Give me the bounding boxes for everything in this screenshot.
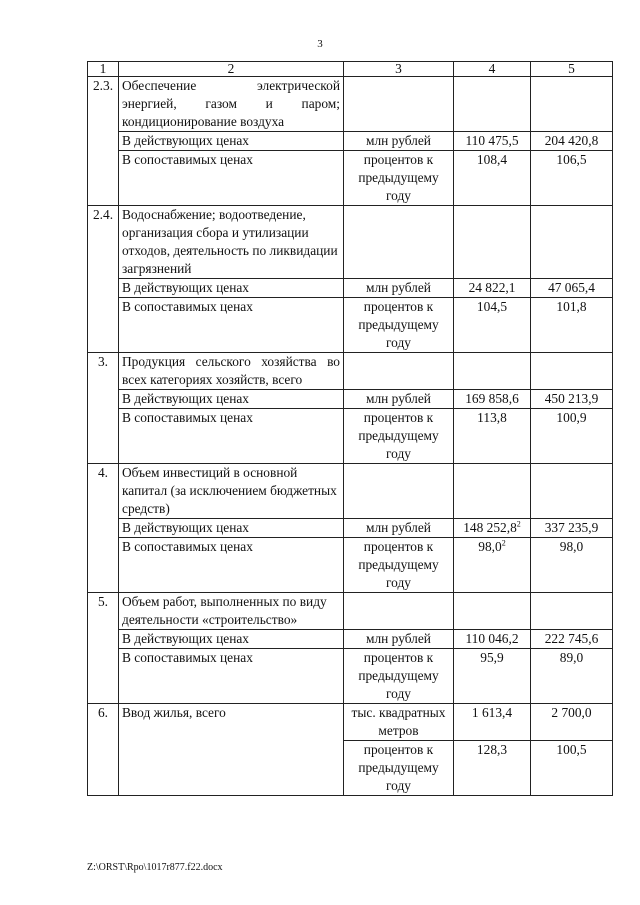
value-col-5 — [531, 741, 613, 796]
value-col-5 — [531, 630, 613, 649]
value-col-4 — [454, 279, 531, 298]
empty-cell — [454, 206, 531, 279]
column-header-2: 2 — [119, 62, 344, 77]
section-title: Продукция сельского хозяйства во всех категориях хозяйств, всего — [119, 353, 344, 390]
value-col-4 — [454, 741, 531, 796]
empty-cell — [344, 77, 454, 132]
table-row — [88, 409, 613, 464]
value-col-4 — [454, 519, 531, 538]
section-number: 2.3. — [88, 77, 119, 206]
value-col-4-text: 1 613,4 — [471, 705, 513, 720]
value-col-5 — [531, 649, 613, 704]
section-title-row — [88, 464, 613, 519]
unit-cell: тыс. квадратных метров — [344, 704, 454, 741]
row-label: В сопоставимых ценах — [119, 151, 344, 206]
empty-cell — [454, 593, 531, 630]
value-col-4 — [454, 538, 531, 593]
value-col-5-text: 89,0 — [559, 650, 584, 665]
value-col-5 — [531, 298, 613, 353]
unit-cell: млн рублей — [344, 132, 454, 151]
column-header-1: 1 — [88, 62, 119, 77]
value-col-5 — [531, 132, 613, 151]
table-row — [88, 279, 613, 298]
table-row — [88, 649, 613, 704]
statistics-table — [87, 61, 613, 796]
row-label: В сопоставимых ценах — [119, 298, 344, 353]
value-col-5-text: 2 700,0 — [551, 705, 592, 720]
value-col-5 — [531, 279, 613, 298]
unit-cell: процентов к предыдущему году — [344, 298, 454, 353]
table-row — [88, 132, 613, 151]
value-col-5-text: 100,9 — [556, 410, 587, 425]
empty-cell — [531, 353, 613, 390]
value-col-4 — [454, 630, 531, 649]
section-title: Водоснабжение; водоотведение, организация сбора и утилизации отходов, деятельность по ликвидации загрязнений — [119, 206, 344, 279]
empty-cell — [531, 464, 613, 519]
empty-cell — [454, 77, 531, 132]
value-col-5-text: 222 745,6 — [544, 631, 599, 646]
unit-cell: процентов к предыдущему году — [344, 741, 454, 796]
empty-cell — [454, 464, 531, 519]
value-col-4-text: 148 252,8 — [463, 520, 517, 535]
section-title: Объем работ, выполненных по виду деятельности «строительство» — [119, 593, 344, 630]
value-col-5 — [531, 151, 613, 206]
empty-cell — [531, 206, 613, 279]
header-row — [88, 62, 613, 77]
page-number: 3 — [317, 38, 323, 50]
row-label: В действующих ценах — [119, 630, 344, 649]
table-row — [88, 151, 613, 206]
value-col-4-text: 108,4 — [476, 152, 508, 167]
value-col-5-text: 450 213,9 — [544, 391, 599, 406]
table-row — [88, 390, 613, 409]
value-col-5 — [531, 409, 613, 464]
value-col-4-text: 110 046,2 — [465, 631, 519, 646]
value-col-4 — [454, 132, 531, 151]
empty-cell — [454, 353, 531, 390]
section-number: 6. — [88, 704, 119, 796]
section-title-row — [88, 206, 613, 279]
value-col-4-text: 169 858,6 — [465, 391, 519, 406]
value-col-5-text: 47 065,4 — [548, 280, 595, 295]
value-col-4-text: 110 475,5 — [465, 133, 519, 148]
row-label: В действующих ценах — [119, 279, 344, 298]
unit-cell: процентов к предыдущему году — [344, 409, 454, 464]
empty-cell — [531, 77, 613, 132]
section-title: Объем инвестиций в основной капитал (за исключением бюджетных средств) — [119, 464, 344, 519]
unit-cell: процентов к предыдущему году — [344, 649, 454, 704]
value-col-4-text: 24 822,1 — [468, 280, 516, 295]
value-col-4-text: 128,3 — [476, 742, 508, 757]
empty-cell — [344, 593, 454, 630]
row-label: В сопоставимых ценах — [119, 409, 344, 464]
row-label: В действующих ценах — [119, 519, 344, 538]
document-file-path: Z:\ORST\Rpo\1017r877.f22.docx — [87, 862, 223, 873]
row-label: В действующих ценах — [119, 390, 344, 409]
value-col-4-text: 95,9 — [480, 650, 504, 665]
value-col-4 — [454, 704, 531, 741]
value-col-5 — [531, 538, 613, 593]
value-col-4 — [454, 151, 531, 206]
value-col-5-text: 337 235,9 — [544, 520, 599, 535]
value-col-4-text: 113,8 — [477, 410, 507, 425]
section-number: 4. — [88, 464, 119, 593]
column-header-5: 5 — [531, 62, 613, 77]
section-number: 2.4. — [88, 206, 119, 353]
section-title: Обеспечение электрической энергией, газом и паром; кондиционирование воздуха — [119, 77, 344, 132]
value-col-5-text: 100,5 — [556, 742, 587, 757]
unit-cell: млн рублей — [344, 279, 454, 298]
value-col-4 — [454, 390, 531, 409]
empty-cell — [344, 464, 454, 519]
unit-cell: млн рублей — [344, 630, 454, 649]
table-row — [88, 298, 613, 353]
section-title: Ввод жилья, всего — [119, 704, 344, 796]
section-title-row — [88, 353, 613, 390]
value-col-5-text: 204 420,8 — [544, 133, 599, 148]
table-row — [88, 538, 613, 593]
row-label: В действующих ценах — [119, 132, 344, 151]
value-col-5 — [531, 390, 613, 409]
value-col-4-text: 98,0 — [478, 539, 502, 554]
value-col-5 — [531, 704, 613, 741]
value-col-5 — [531, 519, 613, 538]
unit-cell: млн рублей — [344, 519, 454, 538]
section-number: 3. — [88, 353, 119, 464]
column-header-4: 4 — [454, 62, 531, 77]
value-col-4 — [454, 298, 531, 353]
row-label: В сопоставимых ценах — [119, 649, 344, 704]
section-title-row — [88, 593, 613, 630]
column-header-3: 3 — [344, 62, 454, 77]
value-col-5-text: 98,0 — [559, 539, 584, 554]
unit-cell: млн рублей — [344, 390, 454, 409]
value-col-4 — [454, 649, 531, 704]
empty-cell — [344, 206, 454, 279]
value-col-4 — [454, 409, 531, 464]
unit-cell: процентов к предыдущему году — [344, 538, 454, 593]
footnote-marker: 2 — [501, 538, 506, 548]
unit-cell: процентов к предыдущему году — [344, 151, 454, 206]
section-title-row — [88, 77, 613, 132]
footnote-marker: 2 — [516, 519, 521, 529]
table-row — [88, 704, 613, 741]
table-row — [88, 630, 613, 649]
value-col-5-text: 106,5 — [556, 152, 587, 167]
value-col-4-text: 104,5 — [476, 299, 508, 314]
empty-cell — [531, 593, 613, 630]
section-number: 5. — [88, 593, 119, 704]
row-label: В сопоставимых ценах — [119, 538, 344, 593]
empty-cell — [344, 353, 454, 390]
table-row — [88, 519, 613, 538]
value-col-5-text: 101,8 — [556, 299, 587, 314]
